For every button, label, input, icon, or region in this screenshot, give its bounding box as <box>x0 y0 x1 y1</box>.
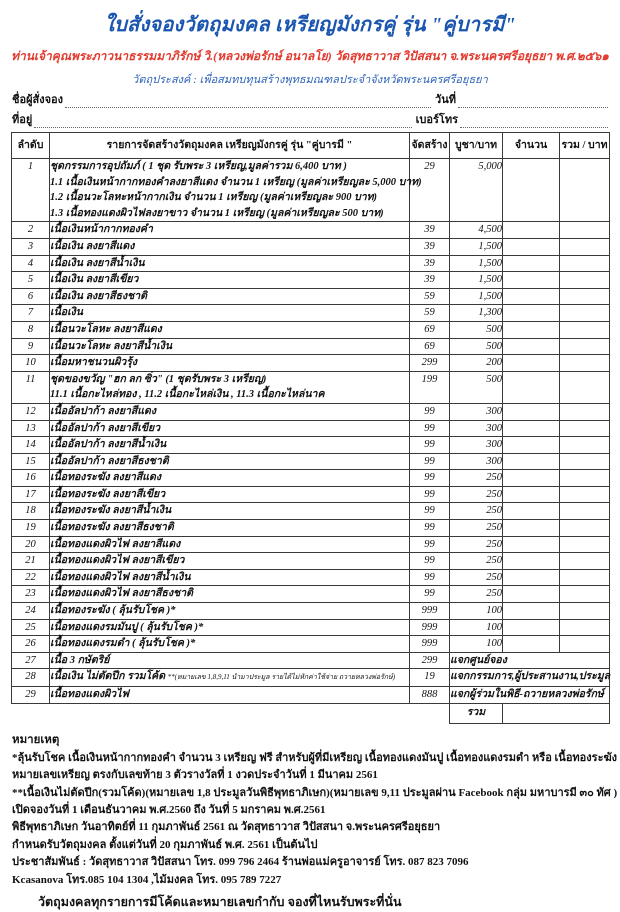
note-line: Kcasanova โทร.085 104 1304 ,ไม้มงคล โทร. 095 789 7227 <box>12 873 282 886</box>
made-quantity: 99 <box>410 486 450 503</box>
total-fill-cell[interactable] <box>560 536 610 553</box>
total-fill-cell[interactable] <box>560 619 610 636</box>
total-fill-cell[interactable] <box>560 255 610 272</box>
table-row <box>12 520 610 537</box>
quantity-fill-cell[interactable] <box>503 503 560 520</box>
order-form-page <box>0 8 620 909</box>
price-baht: 500 <box>450 321 503 338</box>
total-fill-cell[interactable] <box>560 403 610 420</box>
price-baht: 250 <box>450 520 503 537</box>
quantity-fill-cell[interactable] <box>503 371 560 403</box>
row-number: 4 <box>12 255 50 272</box>
grand-total-fill-cell[interactable] <box>503 703 610 723</box>
made-quantity: 199 <box>410 371 450 403</box>
table-row <box>12 603 610 620</box>
made-quantity: 999 <box>410 636 450 653</box>
made-quantity: 39 <box>410 222 450 239</box>
summary-spacer <box>12 703 50 723</box>
total-fill-cell[interactable] <box>560 288 610 305</box>
note-line: ประชาสัมพันธ์ : วัดสุทธาวาส วิปัสสนา โทร. 099 796 2464 ร้านพ่อแม่ครูอาจารย์ โทร. 087 823 7096 <box>12 856 469 869</box>
quantity-fill-cell[interactable] <box>503 338 560 355</box>
item-description: ชุดกรรมการอุปถัมภ์ ( 1 ชุด รับพระ 3 เหรียญ,มูลค่ารวม 6,400 บาท ) 1.1 เนื้อเงินหน้ากากทองคำลงยาสีแดง จำนวน 1 เหรียญ (มูลค่าเหรียญละ 5,000 บาท) 1.2 เนื้อนวะโลหะหน้ากากเงิน จำนวน 1 เหรียญ (มูลค่าเหรียญละ 900 บาท) 1.3 เนื้อทองแดงผิวไฟลงยาขาว จำนวน 1 เหรียญ (มูลค่าเหรียญละ 500 บาท) <box>50 159 410 222</box>
total-fill-cell[interactable] <box>560 159 610 222</box>
summary-spacer <box>410 703 450 723</box>
item-sub-line: 1.1 เนื้อเงินหน้ากากทองคำลงยาสีแดง จำนวน 1 เหรียญ (มูลค่าเหรียญละ 5,000 บาท) <box>50 176 422 188</box>
table-row <box>12 403 610 420</box>
price-baht: 100 <box>450 636 503 653</box>
quantity-fill-cell[interactable] <box>503 619 560 636</box>
table-row <box>12 569 610 586</box>
note-line: พิธีพุทธาภิเษก วันอาทิตย์ที่ 11 กุมภาพันธ์ 2561 ณ วัดสุทธาวาส วิปัสสนา จ.พระนครศรีอยุธยา <box>12 821 441 834</box>
made-quantity: 888 <box>410 687 450 704</box>
row-number: 18 <box>12 503 50 520</box>
item-description: เนื้อทองแดงผิวไฟ <box>50 687 410 704</box>
table-row <box>12 222 610 239</box>
orderer-line <box>12 93 608 108</box>
made-quantity: 39 <box>410 255 450 272</box>
distribution-note: แจกศูนย์จอง <box>450 652 610 669</box>
table-row <box>12 437 610 454</box>
made-quantity: 99 <box>410 470 450 487</box>
price-baht: 300 <box>450 437 503 454</box>
phone-input-line[interactable] <box>460 116 608 128</box>
quantity-fill-cell[interactable] <box>503 272 560 289</box>
quantity-fill-cell[interactable] <box>503 586 560 603</box>
row-number: 2 <box>12 222 50 239</box>
row-number: 20 <box>12 536 50 553</box>
quantity-fill-cell[interactable] <box>503 569 560 586</box>
item-description: เนื้ออัลปาก้า ลงยาสีแดง <box>50 403 410 420</box>
made-quantity: 99 <box>410 437 450 454</box>
row-number: 7 <box>12 305 50 322</box>
table-row <box>12 503 610 520</box>
made-quantity: 59 <box>410 288 450 305</box>
total-fill-cell[interactable] <box>560 437 610 454</box>
date-input-line[interactable] <box>458 96 608 108</box>
price-baht: 1,500 <box>450 238 503 255</box>
total-fill-cell[interactable] <box>560 371 610 403</box>
row-number: 24 <box>12 603 50 620</box>
col-header-index: ลำดับ <box>12 133 50 159</box>
quantity-fill-cell[interactable] <box>503 453 560 470</box>
price-baht: 300 <box>450 420 503 437</box>
table-row <box>12 453 610 470</box>
total-fill-cell[interactable] <box>560 553 610 570</box>
table-row <box>12 288 610 305</box>
item-description: เนื้อทองแดงผิวไฟ ลงยาสีเขียว <box>50 553 410 570</box>
made-quantity: 99 <box>410 553 450 570</box>
quantity-fill-cell[interactable] <box>503 437 560 454</box>
row-number: 29 <box>12 687 50 704</box>
price-baht: 250 <box>450 586 503 603</box>
table-row <box>12 321 610 338</box>
quantity-fill-cell[interactable] <box>503 355 560 372</box>
total-fill-cell[interactable] <box>560 420 610 437</box>
table-row <box>12 553 610 570</box>
notes-final-line: วัตถุมงคลทุกรายการมีโค้ดและหมายเลขกำกับ จองที่ไหนรับพระที่นั่น <box>38 894 402 909</box>
row-number: 26 <box>12 636 50 653</box>
item-description: เนื้ออัลปาก้า ลงยาสีเขียว <box>50 420 410 437</box>
price-baht: 100 <box>450 619 503 636</box>
quantity-fill-cell[interactable] <box>503 553 560 570</box>
price-baht: 250 <box>450 536 503 553</box>
item-description: เนื้อเงินหน้ากากทองคำ <box>50 222 410 239</box>
price-baht: 250 <box>450 553 503 570</box>
made-quantity: 99 <box>410 403 450 420</box>
total-fill-cell[interactable] <box>560 321 610 338</box>
made-quantity: 59 <box>410 305 450 322</box>
row-number: 15 <box>12 453 50 470</box>
total-fill-cell[interactable] <box>560 355 610 372</box>
table-row <box>12 371 610 403</box>
price-baht: 200 <box>450 355 503 372</box>
row-number: 1 <box>12 159 50 222</box>
total-fill-cell[interactable] <box>560 636 610 653</box>
item-description: เนื้อทองแดงรมมันปู ( ลุ้นรับโชค )* <box>50 619 410 636</box>
quantity-fill-cell[interactable] <box>503 238 560 255</box>
made-quantity: 39 <box>410 238 450 255</box>
item-description: เนื้ออัลปาก้า ลงยาสีน้ำเงิน <box>50 437 410 454</box>
notes-section <box>12 731 618 912</box>
notes-lines <box>12 751 618 888</box>
made-quantity: 99 <box>410 569 450 586</box>
date-label: วันที่ <box>435 94 456 106</box>
price-baht: 100 <box>450 603 503 620</box>
table-row <box>12 305 610 322</box>
made-quantity: 19 <box>410 669 450 687</box>
row-number: 9 <box>12 338 50 355</box>
row-number: 21 <box>12 553 50 570</box>
price-baht: 250 <box>450 486 503 503</box>
row-number: 13 <box>12 420 50 437</box>
total-fill-cell[interactable] <box>560 569 610 586</box>
quantity-fill-cell[interactable] <box>503 288 560 305</box>
quantity-fill-cell[interactable] <box>503 420 560 437</box>
item-description: เนื้อเงิน <box>50 305 410 322</box>
table-row <box>12 652 610 669</box>
table-row <box>12 255 610 272</box>
item-description: เนื้อ 3 กษัตริย์ <box>50 652 410 669</box>
col-header-total: รวม / บาท <box>560 133 610 159</box>
quantity-fill-cell[interactable] <box>503 636 560 653</box>
made-quantity: 99 <box>410 536 450 553</box>
total-fill-cell[interactable] <box>560 238 610 255</box>
item-sub-line: 11.1 เนื้อกะไหล่ทอง , 11.2 เนื้อกะไหล่เงิน , 11.3 เนื้อกะไหล่นาค <box>50 389 325 401</box>
price-baht: 250 <box>450 470 503 487</box>
item-description: เนื้อทองแดงผิวไฟ ลงยาสีแดง <box>50 536 410 553</box>
row-number: 11 <box>12 371 50 403</box>
item-sub-line: 1.2 เนื้อนวะโลหะหน้ากากเงิน จำนวน 1 เหรียญ (มูลค่าเหรียญละ 900 บาท) <box>50 192 378 204</box>
table-row <box>12 619 610 636</box>
item-description: เนื้อทองระฆัง ( ลุ้นรับโชค )* <box>50 603 410 620</box>
total-fill-cell[interactable] <box>560 470 610 487</box>
row-number: 3 <box>12 238 50 255</box>
price-baht: 250 <box>450 569 503 586</box>
made-quantity: 99 <box>410 420 450 437</box>
total-fill-cell[interactable] <box>560 338 610 355</box>
orderer-name-input-line[interactable] <box>65 96 431 108</box>
order-table <box>11 132 610 724</box>
total-fill-cell[interactable] <box>560 520 610 537</box>
total-fill-cell[interactable] <box>560 603 610 620</box>
table-header-row <box>12 133 610 159</box>
notes-title: หมายเหตุ <box>12 733 60 746</box>
row-number: 5 <box>12 272 50 289</box>
table-row <box>12 636 610 653</box>
col-header-item: รายการจัดสร้างวัตถุมงคล เหรียญมังกรคู่ รุ่น "คู่บารมี " <box>50 133 410 159</box>
price-baht: 1,500 <box>450 255 503 272</box>
orderer-name-label: ชื่อผู้สั่งจอง <box>12 94 64 106</box>
phone-label: เบอร์โทร <box>415 114 458 126</box>
quantity-fill-cell[interactable] <box>503 520 560 537</box>
distribution-note: แจกผู้ร่วมในพิธี-ถวายหลวงพ่อรักษ์ <box>450 687 610 704</box>
row-number: 19 <box>12 520 50 537</box>
price-baht: 4,500 <box>450 222 503 239</box>
made-quantity: 69 <box>410 321 450 338</box>
note-line: เปิดจองวันที่ 1 เดือนธันวาคม พ.ศ.2560 ถึง วันที่ 5 มกราคม พ.ศ.2561 <box>12 803 326 816</box>
made-quantity: 99 <box>410 520 450 537</box>
row-number: 12 <box>12 403 50 420</box>
price-baht: 300 <box>450 453 503 470</box>
item-sub-line: 1.3 เนื้อทองแดงผิวไฟลงยาขาว จำนวน 1 เหรียญ (มูลค่าเหรียญละ 500 บาท) <box>50 207 384 219</box>
item-description-footnote: **(หมายเลข 1,8,9,11 นำมาประมูล รายได้ไม่หักค่าใช้จ่าย ถวายหลวงพ่อรักษ์) <box>167 673 396 682</box>
item-description: เนื้อมหาชนวนผิวรุ้ง <box>50 355 410 372</box>
row-number: 25 <box>12 619 50 636</box>
item-description: เนื้อนวะโลหะ ลงยาสีแดง <box>50 321 410 338</box>
col-header-price: บูชา/บาท <box>450 133 503 159</box>
item-description: เนื้อเงิน ลงยาสีเขียว <box>50 272 410 289</box>
table-row <box>12 536 610 553</box>
made-quantity: 99 <box>410 453 450 470</box>
made-quantity: 99 <box>410 586 450 603</box>
row-number: 10 <box>12 355 50 372</box>
made-quantity: 999 <box>410 603 450 620</box>
table-row <box>12 238 610 255</box>
price-baht: 5,000 <box>450 159 503 222</box>
quantity-fill-cell[interactable] <box>503 255 560 272</box>
row-number: 23 <box>12 586 50 603</box>
total-fill-cell[interactable] <box>560 222 610 239</box>
item-description: เนื้อเงิน ลงยาสีแดง <box>50 238 410 255</box>
note-line: หมายเลขเหรียญ ตรงกับเลขท้าย 3 ตัวรางวัลที่ 1 งวดประจำวันที่ 1 มีนาคม 2561 <box>12 769 378 782</box>
row-number: 27 <box>12 652 50 669</box>
item-description: เนื้อนวะโลหะ ลงยาสีน้ำเงิน <box>50 338 410 355</box>
row-number: 6 <box>12 288 50 305</box>
item-description: เนื้อทองระฆัง ลงยาสีเขียว <box>50 486 410 503</box>
page-title: ใบสั่งจองวัตถุมงคล เหรียญมังกรคู่ รุ่น "คู่บารมี" <box>104 14 516 36</box>
purpose-line: วัตถุประสงค์ : เพื่อสมทบทุนสร้างพุทธมณฑลประจำจังหวัดพระนครศรีอยุธยา <box>132 74 488 86</box>
address-input-line[interactable] <box>34 116 411 128</box>
distribution-note: แจกกรรมการ,ผู้ประสานงาน,ประมูล <box>450 669 610 687</box>
made-quantity: 39 <box>410 272 450 289</box>
page-subtitle: ท่านเจ้าคุณพระภาวนาธรรมมาภิรักษ์ วิ.(หลวงพ่อรักษ์ อนาลโย) วัดสุทธาวาส วิปัสสนา จ.พระนครศรีอยุธยา พ.ศ.๒๕๖๑ <box>11 49 609 63</box>
total-fill-cell[interactable] <box>560 486 610 503</box>
order-table-body <box>12 159 610 724</box>
made-quantity: 299 <box>410 652 450 669</box>
item-description: เนื้อเงิน ไม่ตัดปีก รวมโค้ด **(หมายเลข 1,8,9,11 นำมาประมูล รายได้ไม่หักค่าใช้จ่าย ถวายหลวงพ่อรักษ์) <box>50 669 410 687</box>
made-quantity: 99 <box>410 503 450 520</box>
quantity-fill-cell[interactable] <box>503 159 560 222</box>
item-description: เนื้อทองระฆัง ลงยาสีธงชาติ <box>50 520 410 537</box>
item-description: เนื้อเงิน ลงยาสีน้ำเงิน <box>50 255 410 272</box>
row-number: 28 <box>12 669 50 687</box>
price-baht: 300 <box>450 403 503 420</box>
price-baht: 1,500 <box>450 288 503 305</box>
quantity-fill-cell[interactable] <box>503 222 560 239</box>
row-number: 17 <box>12 486 50 503</box>
table-row <box>12 486 610 503</box>
row-number: 8 <box>12 321 50 338</box>
col-header-qty: จำนวน <box>503 133 560 159</box>
total-fill-cell[interactable] <box>560 503 610 520</box>
item-description: เนื้อทองระฆัง ลงยาสีแดง <box>50 470 410 487</box>
table-row <box>12 272 610 289</box>
quantity-fill-cell[interactable] <box>503 321 560 338</box>
price-baht: 500 <box>450 371 503 403</box>
price-baht: 250 <box>450 503 503 520</box>
table-row <box>12 355 610 372</box>
col-header-made: จัดสร้าง <box>410 133 450 159</box>
address-line <box>12 113 608 128</box>
quantity-fill-cell[interactable] <box>503 603 560 620</box>
table-row <box>12 687 610 704</box>
note-line: **เนื้อเงินไม่ตัดปีก(รวมโค้ด)(หมายเลข 1,8 ประมูลวันพิธีพุทธาภิเษก)(หมายเลข 9,11 ประมูลผ่าน Facebook กลุ่ม มหาบารมี ๓๐ ทัศ ) <box>12 786 618 799</box>
total-fill-cell[interactable] <box>560 305 610 322</box>
summary-spacer <box>50 703 410 723</box>
total-fill-cell[interactable] <box>560 586 610 603</box>
grand-total-label: รวม <box>450 703 503 723</box>
item-description: ชุดของขวัญ "ฮก ลก ซิ่ว" (1 ชุดรับพระ 3 เหรียญ) 11.1 เนื้อกะไหล่ทอง , 11.2 เนื้อกะไหล่เงิน , 11.3 เนื้อกะไหล่นาค <box>50 371 410 403</box>
price-baht: 500 <box>450 338 503 355</box>
item-description: เนื้อทองแดงผิวไฟ ลงยาสีธงชาติ <box>50 586 410 603</box>
price-baht: 1,500 <box>450 272 503 289</box>
quantity-fill-cell[interactable] <box>503 470 560 487</box>
total-fill-cell[interactable] <box>560 453 610 470</box>
table-row <box>12 586 610 603</box>
table-row <box>12 159 610 222</box>
note-line: กำหนดรับวัตถุมงคล ตั้งแต่วันที่ 20 กุมภาพันธ์ พ.ศ. 2561 เป็นต้นไป <box>12 838 318 851</box>
item-description: เนื้ออัลปาก้า ลงยาสีธงชาติ <box>50 453 410 470</box>
note-line: *ลุ้นรับโชค เนื้อเงินหน้ากากทองคำ จำนวน 3 เหรียญ ฟรี สำหรับผู้ที่มีเหรียญ เนื้อทองแดงมันปู เนื้อทองแดงรมดำ หรือ เนื้อทองระฆัง <box>12 751 618 764</box>
made-quantity: 29 <box>410 159 450 222</box>
summary-row <box>12 703 610 723</box>
quantity-fill-cell[interactable] <box>503 486 560 503</box>
total-fill-cell[interactable] <box>560 272 610 289</box>
made-quantity: 69 <box>410 338 450 355</box>
item-description: เนื้อเงิน ลงยาสีธงชาติ <box>50 288 410 305</box>
made-quantity: 999 <box>410 619 450 636</box>
item-description: เนื้อทองแดงรมดำ ( ลุ้นรับโชค )* <box>50 636 410 653</box>
quantity-fill-cell[interactable] <box>503 536 560 553</box>
item-description: เนื้อทองระฆัง ลงยาสีน้ำเงิน <box>50 503 410 520</box>
table-row <box>12 338 610 355</box>
row-number: 22 <box>12 569 50 586</box>
made-quantity: 299 <box>410 355 450 372</box>
item-description: เนื้อทองแดงผิวไฟ ลงยาสีน้ำเงิน <box>50 569 410 586</box>
price-baht: 1,300 <box>450 305 503 322</box>
table-row <box>12 669 610 687</box>
row-number: 16 <box>12 470 50 487</box>
table-row <box>12 420 610 437</box>
quantity-fill-cell[interactable] <box>503 403 560 420</box>
table-row <box>12 470 610 487</box>
quantity-fill-cell[interactable] <box>503 305 560 322</box>
row-number: 14 <box>12 437 50 454</box>
address-label: ที่อยู่ <box>12 114 33 126</box>
